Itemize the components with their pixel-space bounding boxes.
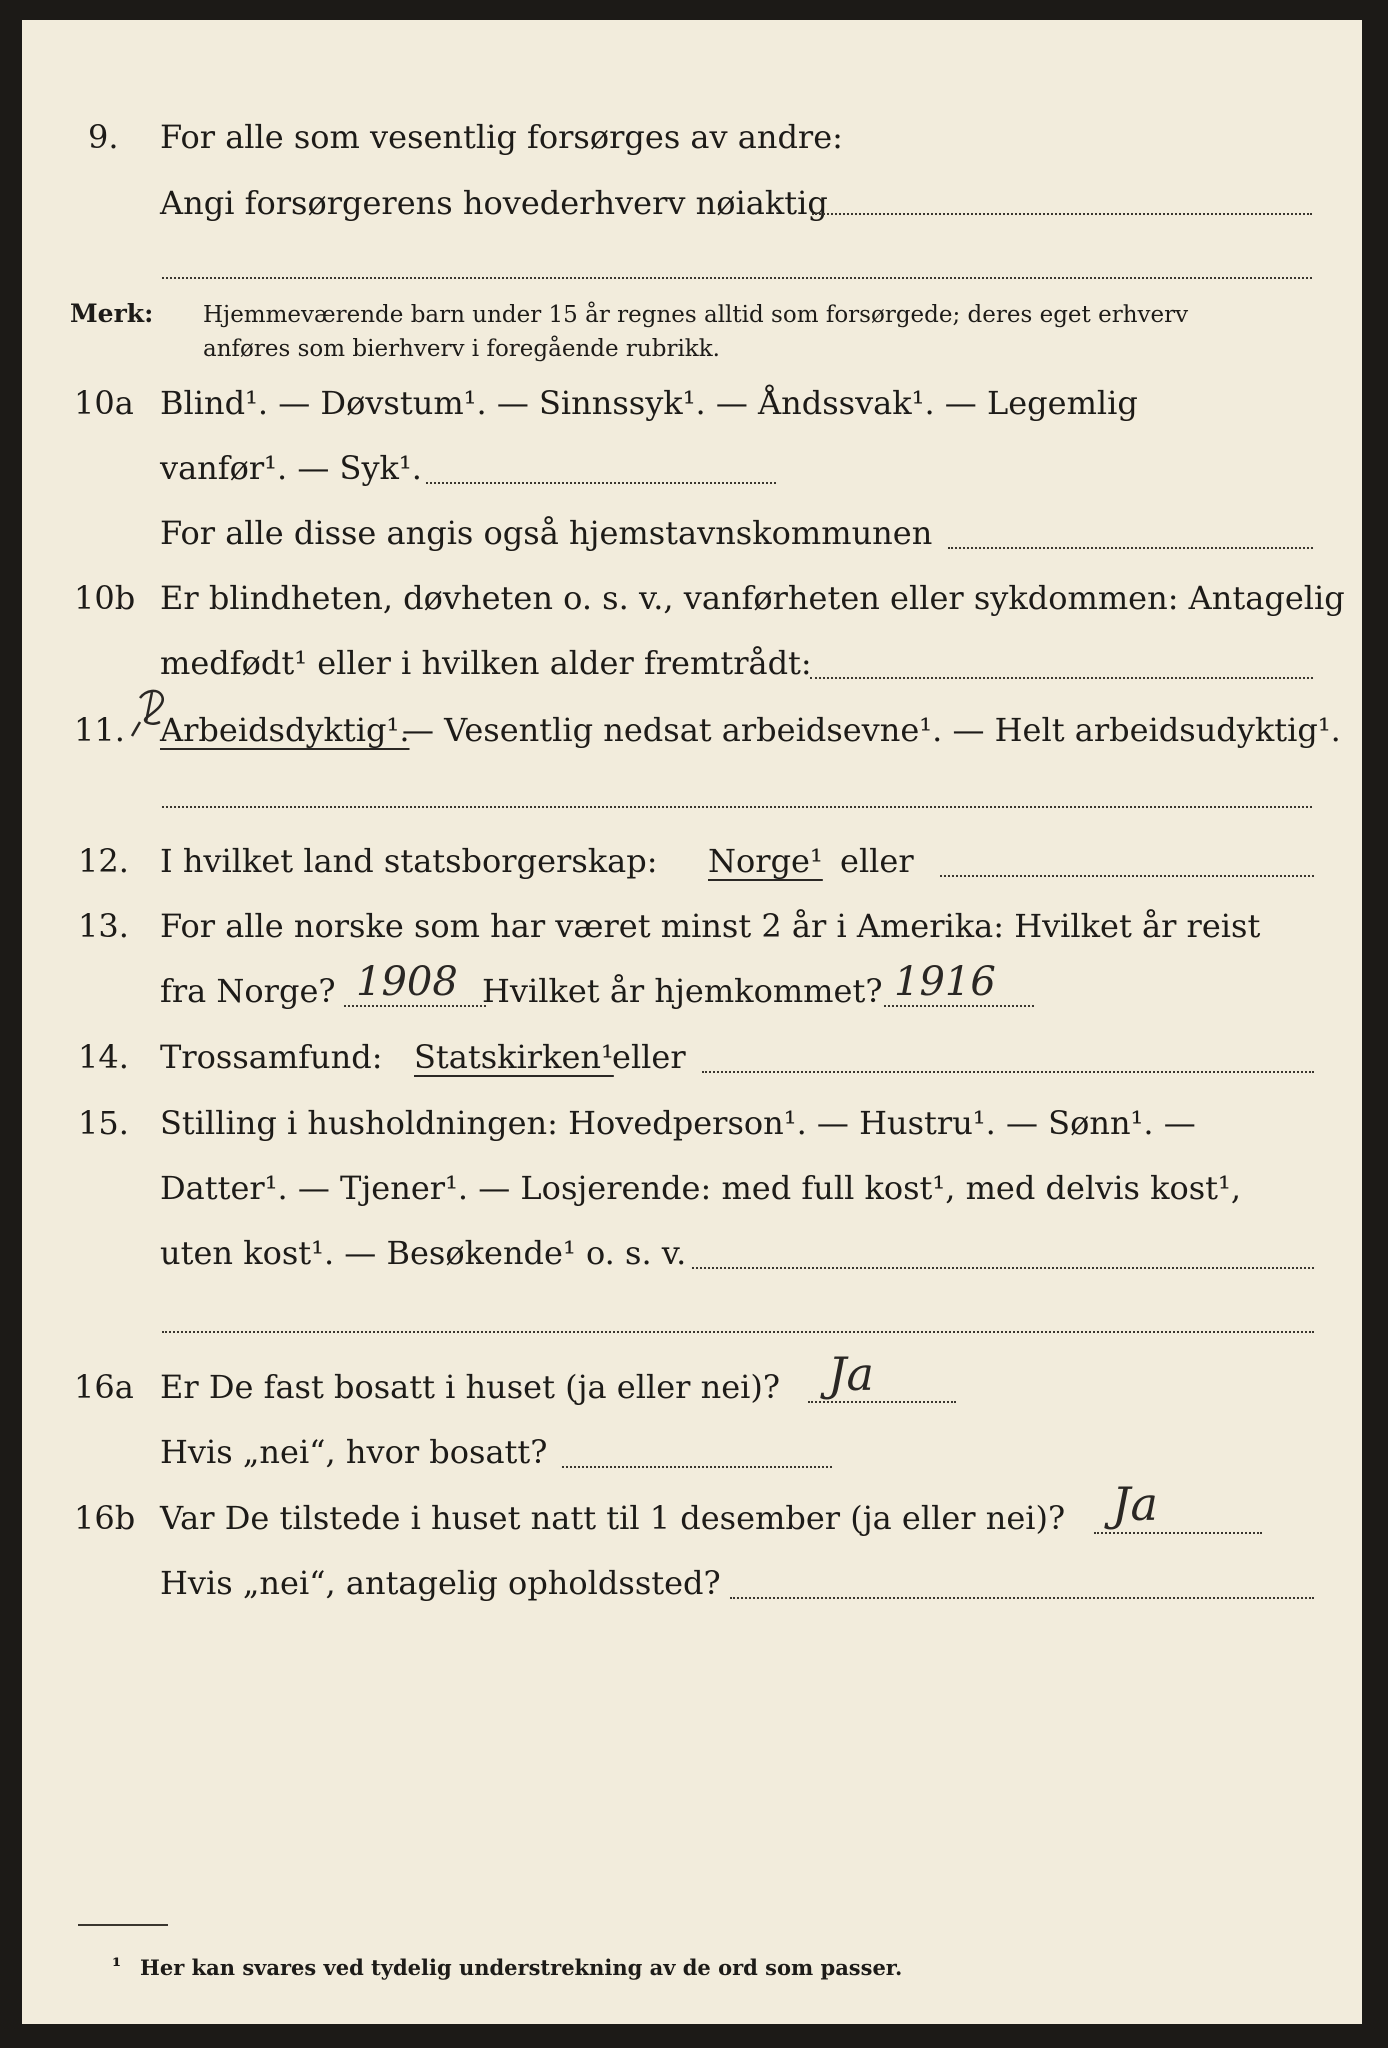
q16a-answer-line[interactable]	[808, 1401, 956, 1403]
q13-departure-line[interactable]	[344, 1005, 486, 1007]
q12-number: 12.	[78, 842, 129, 880]
q13-line-1: For alle norske som har været minst 2 år i Amerika: Hvilket år reist	[160, 907, 1261, 945]
q13-departure-answer: 1908	[356, 959, 458, 1005]
q15-number: 15.	[78, 1104, 129, 1142]
q14-option-statskirken[interactable]: Statskirken¹	[414, 1038, 614, 1076]
q10a-municipality-line[interactable]	[948, 547, 1313, 549]
q16a-answer: Ja	[828, 1347, 874, 1401]
q16a-residence-line[interactable]	[562, 1466, 832, 1468]
q16b-line-2: Hvis „nei“, antagelig opholdssted?	[160, 1564, 721, 1602]
q14-number: 14.	[78, 1038, 129, 1076]
q10a-number: 10a	[74, 384, 134, 422]
q15-answer-line-2[interactable]	[162, 1331, 1314, 1333]
q9-text: For alle som vesentlig forsørges av andre:	[160, 118, 843, 156]
q13-departure-label: fra Norge?	[160, 972, 336, 1010]
q16b-answer-line[interactable]	[1094, 1532, 1262, 1534]
q16b-whereabouts-line[interactable]	[730, 1597, 1314, 1599]
merk-line-1: Hjemmeværende barn under 15 år regnes alltid som forsørgede; deres eget erhverv	[203, 302, 1189, 328]
q12-option-norge[interactable]: Norge¹	[708, 842, 823, 880]
q13-return-answer: 1916	[894, 959, 996, 1005]
q10b-answer-line[interactable]	[810, 677, 1313, 679]
q15-line-2: Datter¹. — Tjener¹. — Losjerende: med full kost¹, med delvis kost¹,	[160, 1169, 1242, 1207]
q16a-number: 16a	[74, 1368, 134, 1406]
q9-answer-line[interactable]	[812, 213, 1312, 215]
q11-answer-line[interactable]	[162, 806, 1312, 808]
q11-rest: — Vesentlig nedsat arbeidsevne¹. — Helt arbeidsudyktig¹.	[402, 711, 1341, 749]
q16b-answer: Ja	[1112, 1477, 1158, 1531]
footnote-marker: ¹	[112, 1953, 122, 1978]
q10b-number: 10b	[74, 579, 136, 617]
q16a-line-1: Er De fast bosatt i huset (ja eller nei)?	[160, 1368, 781, 1406]
merk-label: Merk:	[70, 299, 154, 328]
q11-number: 11.	[74, 711, 125, 749]
q12-prefix: I hvilket land statsborgerskap:	[160, 842, 658, 880]
q15-line-1: Stilling i husholdningen: Hovedperson¹. — Hustru¹. — Sønn¹. —	[160, 1104, 1196, 1142]
q10a-answer-line[interactable]	[426, 482, 776, 484]
q10b-line-1: Er blindheten, døvheten o. s. v., vanførheten eller sykdommen: Antagelig	[160, 579, 1345, 617]
merk-line-2: anføres som bierhverv i foregående rubrikk.	[203, 336, 720, 362]
q14-suffix: eller	[612, 1038, 686, 1076]
q10a-line-1: Blind¹. — Døvstum¹. — Sinnssyk¹. — Åndssvak¹. — Legemlig	[160, 384, 1138, 422]
q9-number: 9.	[88, 118, 119, 156]
q13-return-label: Hvilket år hjemkommet?	[482, 972, 883, 1010]
q16a-line-2: Hvis „nei“, hvor bosatt?	[160, 1433, 548, 1471]
footnote-text: Her kan svares ved tydelig understrekning av de ord som passer.	[140, 1955, 903, 1980]
q12-suffix: eller	[840, 842, 914, 880]
census-form-page	[22, 20, 1362, 2024]
q12-answer-line[interactable]	[940, 875, 1314, 877]
q14-prefix: Trossamfund:	[160, 1038, 383, 1076]
q13-number: 13.	[78, 907, 129, 945]
q14-answer-line[interactable]	[702, 1071, 1314, 1073]
q11-option-arbeidsdyktig[interactable]: Arbeidsdyktig¹.	[160, 711, 410, 749]
q16b-number: 16b	[74, 1499, 136, 1537]
q9-provider-label: Angi forsørgerens hovederhverv nøiaktig	[160, 184, 828, 222]
q16b-line-1: Var De tilstede i huset natt til 1 desember (ja eller nei)?	[160, 1499, 1066, 1537]
q10a-line-2: vanfør¹. — Syk¹.	[160, 449, 422, 487]
footnote-rule	[78, 1924, 168, 1926]
q10a-line-3: For alle disse angis også hjemstavnskommunen	[160, 514, 933, 552]
q13-return-line[interactable]	[884, 1005, 1034, 1007]
q15-answer-line[interactable]	[692, 1267, 1314, 1269]
q15-line-3: uten kost¹. — Besøkende¹ o. s. v.	[160, 1234, 687, 1272]
q10b-line-2: medfødt¹ eller i hvilken alder fremtrådt:	[160, 644, 812, 682]
q9-answer-line-2[interactable]	[162, 277, 1312, 279]
